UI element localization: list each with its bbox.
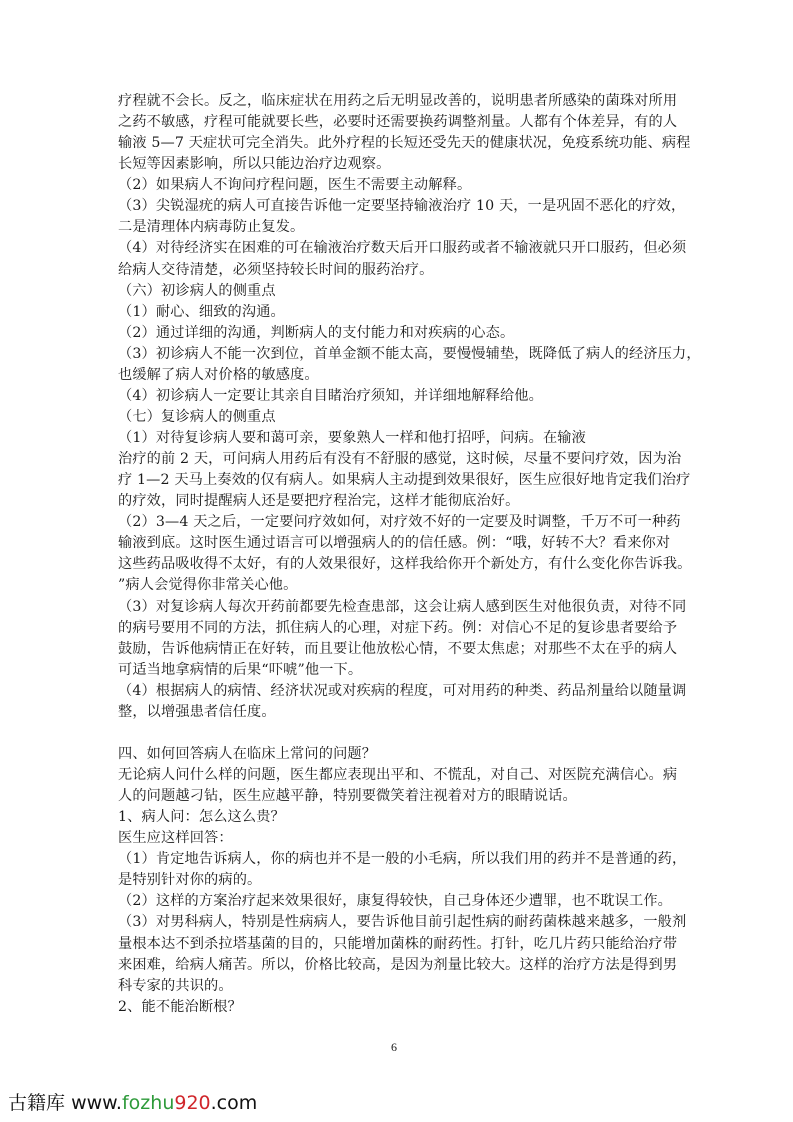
text-line: 来困难，给病人痛苦。所以，价格比较高，是因为剂量比较大。这样的治疗方法是得到男 (118, 956, 678, 973)
watermark (8, 1088, 257, 1115)
watermark-url-prefix: www. (71, 1092, 122, 1114)
text-line: 无论病人问什么样的问题，医生都应表现出平和、不慌乱，对自己、对医院充满信心。病 (118, 767, 678, 783)
page-number: 6 (391, 1040, 397, 1054)
text-line: （3）对复诊病人每次开药前都要先检查患部，这会让病人感到医生对他很负责，对待不同 (118, 598, 687, 615)
text-line: （2）通过详细的沟通，判断病人的支付能力和对疾病的心态。 (118, 324, 515, 341)
text-line: 量根本达不到杀拉塔基菌的目的，只能增加菌株的耐药性。打针，吃几片药只能给治疗带 (118, 935, 678, 952)
text-line: 长短等因素影响，所以只能边治疗边观察。 (118, 156, 391, 173)
text-line: 是特别针对你的病的。 (118, 872, 262, 889)
text-line: 四、如何回答病人在临床上常问的问题？ (118, 745, 377, 762)
watermark-url-suffix: .com (210, 1092, 258, 1114)
text-line: ”病人会觉得你非常关心他。 (118, 577, 298, 594)
text-line: 疗 1—2 天马上奏效的仅有病人。如果病人主动提到效果很好，医生应很好地肯定我们治疗 (118, 472, 691, 489)
text-line: （2）这样的方案治疗起来效果很好，康复得较快，自己身体还少遭罪，也不耽误工作。 (118, 893, 673, 910)
text-line: 鼓励，告诉他病情正在好转，而且要让他放松心情，不要太焦虑；对那些不太在乎的病人 (118, 640, 678, 657)
watermark-url-red: 920 (174, 1092, 211, 1114)
text-line: （4）对待经济实在困难的可在输液治疗数天后开口服药或者不输液就只开口服药，但必须 (118, 240, 687, 257)
text-line: 可适当地拿病情的后果“吓唬”他一下。 (118, 661, 363, 678)
text-line: 2、能不能治断根？ (118, 998, 242, 1015)
text-line: （2）3—4 天之后，一定要问疗效如何，对疗效不好的一定要及时调整，千万不可一种药 (118, 514, 681, 531)
text-line: （六）初诊病人的侧重点 (118, 282, 276, 299)
text-line: 医生应这样回答： (118, 830, 233, 847)
text-line: （1）对待复诊病人要和蔼可亲，要象熟人一样和他打招呼，问病。在输液 (118, 430, 586, 446)
text-line: （3）尖锐湿疣的病人可直接告诉他一定要坚持输液治疗 10 天，一是巩固不恶化的疗效， (118, 198, 686, 215)
watermark-site-name: 古籍库 (8, 1092, 66, 1114)
text-line: （3）初诊病人不能一次到位，首单金额不能太高，要慢慢辅垫，既降低了病人的经济压力， (118, 345, 701, 362)
text-line: 的疗效，同时提醒病人还是要把疗程治完，这样才能彻底治好。 (118, 493, 520, 510)
text-line: 治疗的前 2 天，可问病人用药后有没有不舒服的感觉，这时候，尽量不要问疗效，因为治 (118, 451, 682, 468)
text-line: 之药不敏感，疗程可能就要长些，必要时还需要换药调整剂量。人都有个体差异，有的人 (118, 114, 678, 131)
text-line: （4）根据病人的病情、经济状况或对疾病的程度，可对用药的种类、药品剂量给以随量调 (118, 682, 687, 699)
text-line: （七）复诊病人的侧重点 (118, 408, 276, 425)
text-line: （4）初诊病人一定要让其亲自目睹治疗须知，并详细地解释给他。 (118, 387, 543, 404)
text-line: （1）肯定地告诉病人，你的病也并不是一般的小毛病，所以我们用的药并不是普通的药， (118, 851, 687, 868)
text-line: （1）耐心、细致的沟通。 (118, 303, 285, 320)
text-line: （3）对男科病人，特别是性病病人，要告诉他目前引起性病的耐药菌株越来越多，一般剂 (118, 914, 687, 931)
text-line: 输液 5—7 天症状可完全消失。此外疗程的长短还受先天的健康状况，免疫系统功能、病程 (118, 135, 691, 152)
text-line: 的病号要用不同的方法，抓住病人的心理，对症下药。例：对信心不足的复诊患者要给予 (118, 619, 678, 636)
text-line: 给病人交待清楚，必须坚持较长时间的服药治疗。 (118, 261, 434, 278)
text-line: 整，以增强患者信任度。 (118, 703, 276, 720)
text-line: （2）如果病人不询问疗程问题，医生不需要主动解释。 (118, 177, 472, 194)
text-line: 科专家的共识的。 (118, 977, 233, 994)
document-body (118, 91, 718, 1018)
text-line: 二是清理体内病毒防止复发。 (118, 219, 305, 236)
text-line: 人的问题越刁钻，医生应越平静，特别要微笑着注视着对方的眼睛说话。 (118, 788, 577, 805)
text-line: 也缓解了病人对价格的敏感度。 (118, 366, 319, 383)
text-line: 这些药品吸收得不太好，有的人效果很好，这样我给你开个新处方，有什么变化你告诉我。 (118, 556, 692, 573)
text-line: 输液到底。这时医生通过语言可以增强病人的的信任感。例：“哦，好转不大？看来你对 (118, 535, 671, 552)
text-line: 1、病人问：怎么这么贵？ (118, 809, 285, 826)
text-line: 疗程就不会长。反之，临床症状在用药之后无明显改善的，说明患者所感染的菌珠对所用 (118, 93, 678, 109)
watermark-url-green: fozhu (121, 1092, 175, 1114)
blank-line (118, 723, 718, 744)
